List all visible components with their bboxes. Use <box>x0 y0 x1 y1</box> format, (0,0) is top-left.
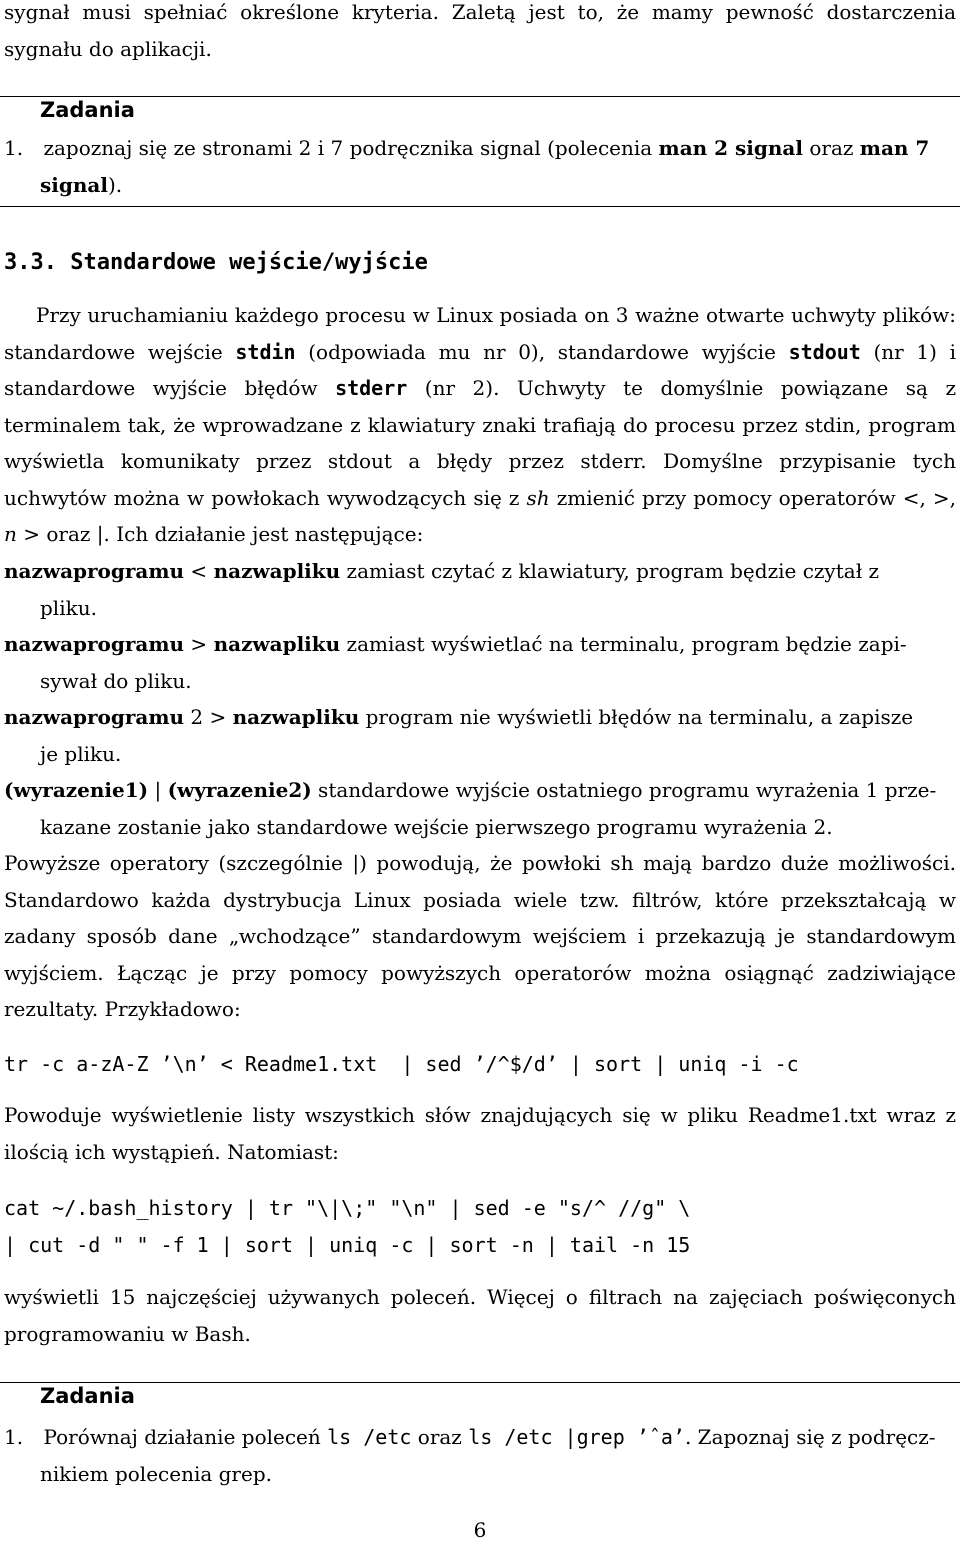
task-box-bottom-rule <box>0 206 960 207</box>
task-text-part: . Zapoznaj się z podręcz- <box>684 1425 936 1449</box>
stdin-term: stdin <box>235 339 296 364</box>
operator-item <box>4 553 956 626</box>
section-title: 3.3. Standardowe wejście/wyjście <box>4 250 428 275</box>
task-number: 1. <box>4 1425 24 1449</box>
paragraph-filters: Powyższe operatory (szczególnie |) powodują, że powłoki sh mają bardzo duże możliwości. Standardowo każda dystrybucja Linux posiada wiele tzw. filtrów, które przekształcają w zadany sposób dane „wchodzące” standardowym wejściem i przekazują je standardowym wyjściem. Łącząc je przy pomocy powyższych operatorów można osiągnąć zadziwiające rezultaty. Przykładowo: <box>4 851 956 1021</box>
operator-item <box>4 626 956 699</box>
operator-item <box>4 699 956 772</box>
task-text <box>43 136 929 160</box>
paragraph-explanation: Powoduje wyświetlenie listy wszystkich słów znajdujących się w pliku Readme1.txt wraz z ilością ich wystąpień. Natomiast: <box>4 1103 956 1164</box>
op-program: nazwaprogramu <box>4 705 185 729</box>
code-example-1: tr -c a-zA-Z ’\n’ < Readme1.txt | sed ’/^$/d’ | sort | uniq -i -c <box>4 1052 799 1076</box>
task-text <box>43 1425 935 1449</box>
task-command: ls /etc |grep ’ˆa’ <box>468 1425 685 1449</box>
top-line-2: sygnału do aplikacji. <box>4 36 212 61</box>
task-item-2 <box>4 1419 956 1492</box>
op-file: nazwapliku <box>213 632 341 656</box>
page-number: 6 <box>473 1518 487 1542</box>
op-symbol: | <box>148 778 168 802</box>
task-command: ls /etc <box>327 1425 412 1449</box>
top-paragraph <box>4 0 956 67</box>
op-desc: zamiast wyświetlać na terminalu, program będzie zapi- <box>340 632 907 656</box>
intro-text: (nr 2). Uchwyty te domyślnie powiązane są z terminalem tak, że wprowadzane z klawiatury znaki trafiają do procesu przez stdin, program wyświetla komunikaty przez stdout a błędy przez stderr. Domyślne przypisanie tych uchwytów można w powłokach wywodzących się z <box>4 376 956 510</box>
task-text-part: oraz <box>803 136 860 160</box>
stderr-term: stderr <box>335 376 408 400</box>
op-file: nazwapliku <box>213 559 341 583</box>
task-box-top-rule <box>0 96 960 97</box>
task-continuation <box>4 167 956 204</box>
intro-text: (odpowiada mu nr 0), standardowe wyjście <box>295 339 789 364</box>
task-text-part: ). <box>107 172 123 197</box>
intro-text: zmienić przy pomocy operatorów <, >, <box>549 485 956 510</box>
task-box-top-rule <box>0 1382 960 1383</box>
op-symbol: > <box>184 632 214 656</box>
op-desc-cont: pliku. <box>40 595 97 620</box>
op-desc-cont: kazane zostanie jako standardowe wejście pierwszego programu wyrażenia 2. <box>40 814 833 839</box>
code-example-2-line-2: | cut -d " " -f 1 | sort | uniq -c | sort -n | tail -n 15 <box>4 1233 691 1257</box>
op-desc: zamiast czytać z klawiatury, program będzie czytał z <box>340 559 880 583</box>
op-symbol: < <box>184 559 214 583</box>
task-item-1 <box>4 130 956 203</box>
op-desc-cont: sywał do pliku. <box>40 668 192 693</box>
tasks-heading-1: Zadania <box>40 98 135 122</box>
intro-text: Przy uruchamianiu każdego procesu w Linux posiada on 3 ważne otwarte uchwyty plików: standardowe wejście <box>4 303 956 364</box>
op-file: (wyrazenie2) <box>167 778 312 802</box>
op-desc-cont: je pliku. <box>40 741 122 766</box>
intro-text: (nr 1) i standardowe wyjście błędów <box>4 339 956 400</box>
code-example-2-line-1: cat ~/.bash_history | tr "\|\;" "\n" | sed -e "s/^ //g" \ <box>4 1196 691 1220</box>
op-desc: standardowe wyjście ostatniego programu wyrażenia 1 prze- <box>311 778 937 802</box>
op-desc: program nie wyświetli błędów na terminalu, a zapisze <box>359 705 914 729</box>
intro-text: > oraz |. Ich działanie jest następujące: <box>16 522 424 546</box>
paragraph-result: wyświetli 15 najczęściej używanych poleceń. Więcej o filtrach na zajęciach poświęconych programowaniu w Bash. <box>4 1285 956 1346</box>
tasks-heading-2: Zadania <box>40 1384 135 1408</box>
task-command: signal <box>40 172 108 197</box>
op-symbol: 2 > <box>184 705 233 729</box>
task-command: man 2 signal <box>658 136 803 160</box>
task-number: 1. <box>4 136 24 160</box>
n-term: n <box>4 522 17 546</box>
op-program: nazwaprogramu <box>4 632 185 656</box>
stdout-term: stdout <box>788 339 861 364</box>
top-line-1: sygnał musi spełniać określone kryteria. Zaletą jest to, że mamy pewność dostarczenia <box>4 0 956 24</box>
intro-paragraph <box>4 297 956 553</box>
op-program: nazwaprogramu <box>4 559 185 583</box>
operator-item <box>4 772 956 845</box>
op-file: nazwapliku <box>232 705 360 729</box>
task-text-part: zapoznaj się ze stronami 2 i 7 podręcznika signal (polecenia <box>43 136 659 160</box>
task-continuation: nikiem polecenia grep. <box>40 1461 272 1486</box>
task-text-part: Porównaj działanie poleceń <box>43 1425 328 1449</box>
task-command: man 7 <box>859 136 930 160</box>
sh-term: sh <box>526 485 550 510</box>
op-program: (wyrazenie1) <box>4 778 149 802</box>
task-text-part: oraz <box>411 1425 469 1449</box>
